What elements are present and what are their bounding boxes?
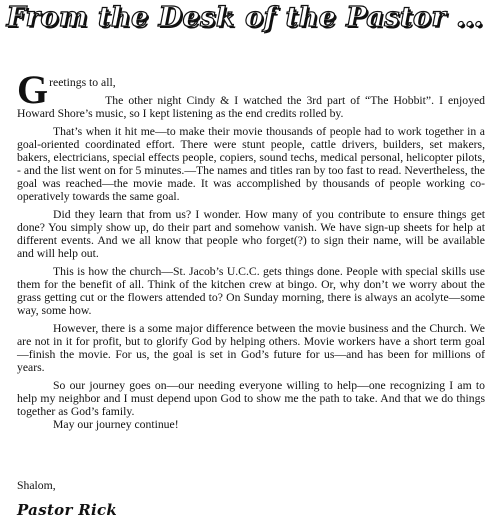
paragraph-difference: However, there is a some major difference between the movie business and the Church. We are not in it for profit, but to glorify God by helping others. Movie workers have a short term goal—finish the movie. For us, the goal is set in God’s future for us—and has been for millions of years.: [17, 322, 485, 374]
greeting-text: reetings to all,: [49, 76, 116, 89]
paragraph-church: This is how the church—St. Jacob’s U.C.C. gets things done. People with special skills use them for the benefit of all. Think of the kitchen crew at bingo. Or, why don’t we worry about the grass getting cut or the flowers attended to? On Sunday morning, there is always an acolyte—some way, some how.: [17, 265, 485, 317]
paragraph-teamwork: That’s when it hit me—to make their movie thousands of people had to work together in a goal-oriented coordinated effort. There were stunt people, cattle drivers, builders, set makers, bakers, electricians, special effects people, copiers, sound techs, medical personal, helicopter pilots, - and the list went on for 5 minutes.—The names and titles ran by too fast to read. Nevertheless, the goal was reached—the movie made. It was accomplished by thousands of people working co-operatively towards the same goal.: [17, 125, 485, 203]
paragraph-hobbit: The other night Cindy & I watched the 3rd part of “The Hobbit”. I enjoyed Howard Shore’s music, so I kept listening as the end credits rolled by.: [17, 94, 485, 120]
letter-body: [17, 67, 485, 431]
paragraph-did-they-learn: Did they learn that from us? I wonder. How many of you contribute to ensure things get done? You simply show up, do their part and somehow vanish. We have sign-up sheets for help at different events. And we all know that people who forget(?) to sign their name, will be available and will help out.: [17, 208, 485, 260]
paragraph-continue: May our journey continue!: [53, 418, 179, 431]
closing: Shalom,: [17, 479, 56, 492]
page-title: From the Desk of the Pastor …: [6, 2, 484, 33]
signature: Pastor Rick: [17, 501, 118, 519]
paragraph-journey: So our journey goes on—our needing everyone willing to help—one recognizing I am to help my neighbor and I must depend upon God to show me the path to take. And that we do things together as God’s family.: [17, 379, 485, 418]
drop-cap: G: [17, 67, 49, 112]
